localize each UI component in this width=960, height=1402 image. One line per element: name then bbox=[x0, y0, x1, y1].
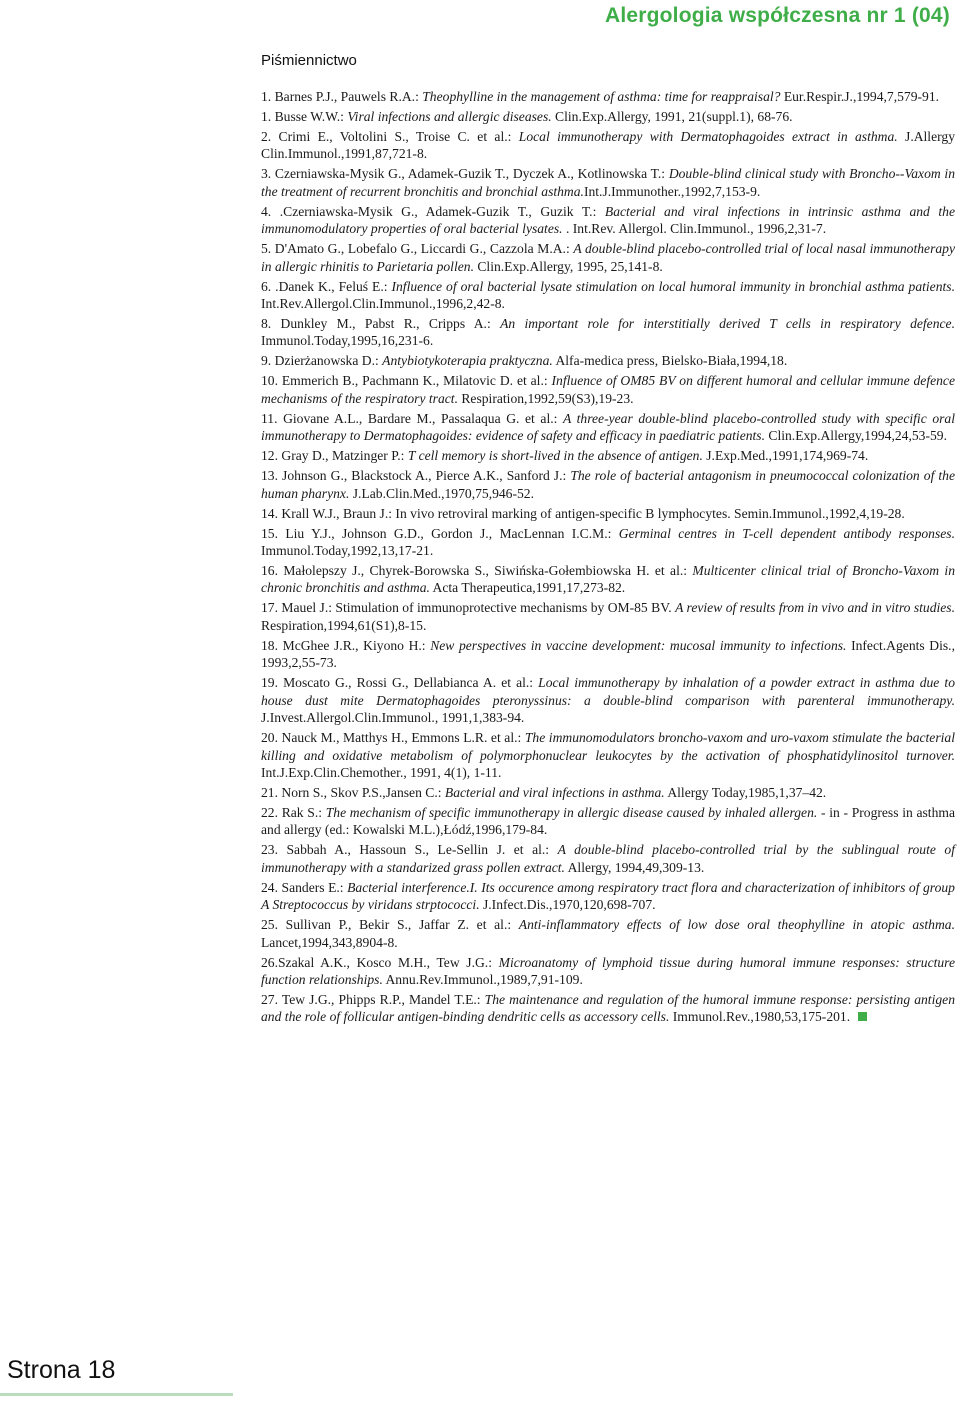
reference-source: Int.Rev.Allergol.Clin.Immunol.,1996,2,42-8. bbox=[261, 296, 505, 312]
references-heading: Piśmiennictwo bbox=[261, 52, 357, 69]
reference-authors: 17. Mauel J.: Stimulation of immunoprotective mechanisms by OM-85 BV. bbox=[261, 600, 676, 616]
reference-item bbox=[261, 240, 955, 275]
reference-item bbox=[261, 128, 955, 163]
reference-source: Clin.Exp.Allergy, 1995, 25,141-8. bbox=[473, 258, 663, 274]
reference-authors: 16. Małolepszy J., Chyrek-Borowska S., Siwińska-Gołembiowska H. et al.: bbox=[261, 563, 693, 579]
reference-authors: 12. Gray D., Matzinger P.: bbox=[261, 448, 408, 464]
reference-source: J.Exp.Med.,1991,174,969-74. bbox=[702, 448, 869, 464]
reference-authors: 24. Sanders E.: bbox=[261, 879, 348, 895]
reference-title: A double-blind placebo-controlled trial by the sublingual route of immunotherapy with a standarized grass pollen extract. bbox=[261, 842, 955, 875]
reference-authors: 4. .Czerniawska-Mysik G., Adamek-Guzik T., Guzik T.: bbox=[261, 203, 605, 219]
reference-title: Multicenter clinical trial of Broncho-Vaxom in chronic bronchitis and asthma. bbox=[261, 563, 955, 596]
reference-item bbox=[261, 525, 955, 560]
reference-source: - in - Progress in asthma and allergy (ed.: Kowalski M.L.),Łódź,1996,179-84. bbox=[261, 804, 955, 838]
reference-source: Eur.Respir.J.,1994,7,579-91. bbox=[780, 89, 940, 104]
reference-authors: 10. Emmerich B., Pachmann K., Milatovic D. et al.: bbox=[261, 373, 552, 389]
reference-authors: 21. Norn S., Skov P.S.,Jansen C.: bbox=[261, 784, 445, 800]
reference-title: A double-blind placebo-controlled trial of local nasal immunotherapy in allergic rhinitis to Parietaria pollen. bbox=[261, 241, 955, 274]
reference-authors: 5. D'Amato G., Lobefalo G., Liccardi G., Cazzola M.A.: bbox=[261, 241, 574, 257]
reference-source: Lancet,1994,343,8904-8. bbox=[261, 934, 398, 950]
reference-title: New perspectives in vaccine development: mucosal immunity to infections. bbox=[430, 637, 847, 653]
reference-title: T cell memory is short-lived in the absence of antigen. bbox=[407, 448, 703, 464]
reference-title: The role of bacterial antagonism in pneumococcal colonization of the human pharynx. bbox=[261, 468, 955, 501]
reference-authors: 26.Szakal A.K., Kosco M.H., Tew J.G.: bbox=[261, 954, 499, 970]
reference-item bbox=[261, 841, 955, 876]
reference-authors: 19. Moscato G., Rossi G., Dellabianca A. et al.: bbox=[261, 675, 539, 691]
reference-authors: 22. Rak S.: bbox=[261, 804, 326, 820]
reference-title: A three-year double-blind placebo-controlled study with specific oral immunotherapy to Dermatophagoides: evidence of safety and efficacy in paediatric patients. bbox=[261, 410, 955, 444]
reference-title: Double-blind clinical study with Broncho--Vaxom in the treatment of recurrent bronchitis and bronchial asthma. bbox=[261, 166, 955, 199]
reference-source: Int.J.Immunother.,1992,7,153-9. bbox=[583, 183, 761, 199]
reference-source: J.Invest.Allergol.Clin.Immunol., 1991,1,383-94. bbox=[261, 710, 525, 726]
reference-item bbox=[261, 410, 955, 445]
reference-item bbox=[261, 784, 955, 801]
reference-title: Viral infections and allergic diseases. bbox=[347, 109, 552, 124]
reference-item bbox=[261, 467, 955, 502]
reference-source: Immunol.Rev.,1980,53,175-201. bbox=[669, 1009, 851, 1025]
reference-authors: 14. Krall W.J., Braun J.: In vivo retroviral marking of antigen-specific B lymphocytes. Semin.Immunol.,1992,4,19-28. bbox=[261, 505, 905, 521]
reference-item bbox=[261, 315, 955, 350]
reference-item bbox=[261, 203, 955, 238]
reference-title: The mechanism of specific immunotherapy in allergic disease caused by inhaled allergen. bbox=[325, 804, 818, 820]
reference-title: Microanatomy of lymphoid tissue during humoral immune responses: structure function relationships. bbox=[261, 954, 955, 987]
reference-source: J.Lab.Clin.Med.,1970,75,946-52. bbox=[349, 485, 534, 501]
reference-item bbox=[261, 991, 955, 1026]
reference-authors: 6. .Danek K., Feluś E.: bbox=[261, 278, 392, 294]
reference-source: Allergy, 1994,49,309-13. bbox=[564, 859, 705, 875]
reference-title: Theophylline in the management of asthma: time for reappraisal? bbox=[422, 89, 781, 104]
reference-item bbox=[261, 879, 955, 914]
reference-authors: 27. Tew J.G., Phipps R.P., Mandel T.E.: bbox=[261, 991, 485, 1007]
reference-title: Influence of OM85 BV on different humoral and cellular immune defence mechanisms of the respiratory tract. bbox=[261, 373, 955, 406]
reference-item bbox=[261, 954, 955, 989]
journal-title: Alergologia współczesna nr 1 (04) bbox=[604, 4, 950, 27]
reference-authors: 1. Busse W.W.: bbox=[261, 109, 348, 124]
reference-authors: 9. Dzierżanowska D.: bbox=[261, 353, 383, 369]
reference-item bbox=[261, 372, 955, 407]
reference-title: The immunomodulators broncho-vaxom and uro-vaxom stimulate the bacterial killing and oxidative metabolism of polymorphonuclear leukocytes by the activation of phosphatidylinositol turnover. bbox=[261, 730, 955, 763]
reference-item bbox=[261, 165, 955, 200]
reference-authors: 15. Liu Y.J., Johnson G.D., Gordon J., MacLennan I.C.M.: bbox=[261, 525, 619, 541]
reference-item bbox=[261, 804, 955, 839]
reference-authors: 11. Giovane A.L., Bardare M., Passalaqua G. et al.: bbox=[261, 410, 563, 426]
reference-authors: 20. Nauck M., Matthys H., Emmons L.R. et al.: bbox=[261, 730, 525, 746]
reference-authors: 18. McGhee J.R., Kiyono H.: bbox=[261, 637, 431, 653]
reference-item bbox=[261, 637, 955, 672]
reference-title: An important role for interstitially derived T cells in respiratory defence. bbox=[500, 316, 955, 332]
reference-source: Acta Therapeutica,1991,17,273-82. bbox=[429, 580, 626, 596]
reference-authors: 3. Czerniawska-Mysik G., Adamek-Guzik T., Dyczek A., Kotlinowska T.: bbox=[261, 166, 669, 182]
reference-item bbox=[261, 674, 955, 726]
reference-item bbox=[261, 729, 955, 781]
end-of-article-square-icon bbox=[858, 1012, 867, 1021]
reference-source: Alfa-medica press, Bielsko-Biała,1994,18. bbox=[552, 353, 788, 369]
reference-item bbox=[261, 88, 955, 105]
reference-title: Influence of oral bacterial lysate stimulation on local humoral immunity in bronchial asthma patients. bbox=[391, 278, 955, 294]
reference-item bbox=[261, 599, 955, 634]
reference-item bbox=[261, 278, 955, 313]
reference-title: Bacterial and viral infections in asthma. bbox=[444, 784, 665, 800]
reference-item bbox=[261, 108, 955, 125]
reference-list bbox=[261, 88, 955, 1028]
reference-title: The maintenance and regulation of the humoral immune response: persisting antigen and the role of follicular antigen-binding dendritic cells as accessory cells. bbox=[261, 991, 955, 1025]
reference-item bbox=[261, 916, 955, 951]
reference-source: . Int.Rev. Allergol. Clin.Immunol., 1996,2,31-7. bbox=[562, 221, 827, 237]
reference-title: Local immunotherapy with Dermatophagoides extract in asthma. bbox=[518, 129, 898, 144]
reference-title: Local immunotherapy by inhalation of a powder extract in asthma due to house dust mite Dermatophagoides pteronyssinus: a double-blind comparison with parenteral immunotherapy. bbox=[261, 675, 955, 708]
reference-source: J.Allergy Clin.Immunol.,1991,87,721-8. bbox=[261, 129, 955, 162]
reference-item bbox=[261, 505, 955, 522]
reference-authors: 23. Sabbah A., Hassoun S., Le-Sellin J. et al.: bbox=[261, 842, 558, 858]
reference-source: Respiration,1992,59(S3),19-23. bbox=[457, 390, 634, 406]
reference-source: Int.J.Exp.Clin.Chemother., 1991, 4(1), 1-11. bbox=[261, 764, 502, 780]
reference-source: Infect.Agents Dis., 1993,2,55-73. bbox=[261, 637, 955, 671]
reference-source: Immunol.Today,1995,16,231-6. bbox=[261, 333, 434, 349]
reference-source: Annu.Rev.Immunol.,1989,7,91-109. bbox=[382, 971, 583, 987]
reference-authors: 1. Barnes P.J., Pauwels R.A.: bbox=[261, 89, 423, 104]
reference-source: Immunol.Today,1992,13,17-21. bbox=[261, 543, 434, 559]
reference-item bbox=[261, 352, 955, 369]
reference-source: Allergy Today,1985,1,37–42. bbox=[664, 784, 827, 800]
page-number-rule bbox=[0, 1393, 233, 1396]
reference-title: Anti-inflammatory effects of low dose oral theophylline in atopic asthma. bbox=[518, 917, 955, 933]
reference-source: Clin.Exp.Allergy, 1991, 21(suppl.1), 68-76. bbox=[551, 109, 793, 124]
reference-title: Bacterial and viral infections in intrinsic asthma and the immunomodulatory properties of oral bacterial lysates. bbox=[261, 203, 955, 237]
reference-source: J.Infect.Dis.,1970,120,698-707. bbox=[479, 897, 656, 913]
page-number: Strona 18 bbox=[7, 1356, 116, 1384]
reference-authors: 2. Crimi E., Voltolini S., Troise C. et al.: bbox=[261, 129, 519, 144]
reference-title: Antybiotykoterapia praktyczna. bbox=[382, 353, 553, 369]
reference-source: Respiration,1994,61(S1),8-15. bbox=[261, 617, 427, 633]
reference-item bbox=[261, 562, 955, 597]
reference-authors: 13. Johnson G., Blackstock A., Pierce A.K., Sanford J.: bbox=[261, 468, 571, 484]
reference-title: A review of results from in vivo and in vitro studies. bbox=[675, 600, 955, 616]
reference-authors: 25. Sullivan P., Bekir S., Jaffar Z. et al.: bbox=[261, 917, 519, 933]
reference-authors: 8. Dunkley M., Pabst R., Cripps A.: bbox=[261, 316, 501, 332]
reference-title: Bacterial interference.I. Its occurence among respiratory tract flora and characterization of inhibitors of group A Streptococcus by viridans strptococci. bbox=[261, 879, 955, 913]
reference-source: Clin.Exp.Allergy,1994,24,53-59. bbox=[764, 428, 947, 444]
reference-item bbox=[261, 447, 955, 464]
reference-title: Germinal centres in T-cell dependent antibody responses. bbox=[618, 525, 955, 541]
